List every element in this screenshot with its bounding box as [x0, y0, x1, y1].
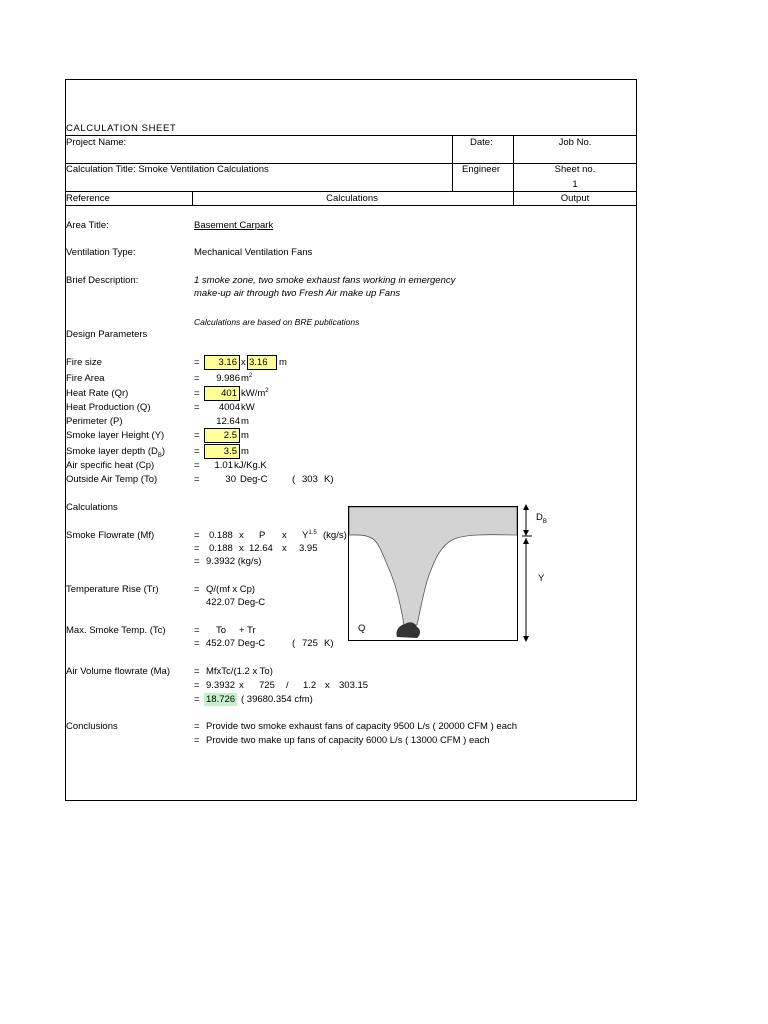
max-temp-plus: + Tr: [239, 625, 256, 636]
max-temp-to: To: [216, 625, 227, 636]
conclusion-line-1: Provide two smoke exhaust fans of capacity 9500 L/s ( 20000 CFM ) each: [206, 721, 518, 732]
outside-temp-kunit: K): [324, 474, 334, 485]
area-title-label: Area Title:: [66, 220, 109, 231]
equals-sign: =: [194, 584, 200, 595]
vol-cfm: ( 39680.354 cfm): [241, 694, 313, 705]
equals-sign: =: [194, 680, 200, 691]
heat-prod-unit: kW: [241, 402, 255, 413]
col-output: Output: [560, 193, 590, 204]
fire-size-b-input[interactable]: 3.16: [247, 355, 277, 370]
equals-sign: =: [194, 474, 200, 485]
outside-temp-value: 30: [225, 474, 236, 485]
smoke-depth-input[interactable]: 3.5: [204, 444, 240, 459]
equals-sign: =: [194, 460, 200, 471]
calc-title: Calculation Title: Smoke Ventilation Calculations: [66, 164, 269, 175]
date-label: Date:: [470, 137, 493, 148]
engineer-label: Engineer: [462, 164, 501, 175]
temp-rise-result: [206, 597, 265, 609]
heat-rate-input[interactable]: 401: [204, 386, 240, 401]
flow-result-value: 9.3932: [206, 556, 236, 567]
vol-mf: 9.3932: [206, 680, 236, 691]
fire-area-sup: 2: [248, 372, 253, 379]
fire-area-label: Fire Area: [66, 373, 105, 384]
air-heat-value: 1.01: [214, 460, 233, 471]
divide-sign: /: [286, 680, 289, 691]
heat-prod-value: 4004: [218, 402, 240, 413]
project-name-label: Project Name:: [66, 137, 127, 148]
vent-type-label: Ventilation Type:: [66, 247, 136, 258]
y-label: Y: [538, 573, 545, 584]
smoke-depth-sub: B: [157, 452, 162, 459]
times-sign: x: [325, 680, 330, 691]
flow-y-symbol: [302, 530, 317, 542]
flow-result: [206, 556, 261, 568]
outside-temp-k: 303: [302, 474, 318, 485]
vol-tc: 725: [259, 680, 275, 691]
fire-size-a-input[interactable]: 3.16: [204, 355, 240, 370]
flow-p-value: 12.64: [249, 543, 273, 554]
smoke-depth-paren: ): [161, 446, 166, 457]
fire-area-unit: [241, 373, 252, 385]
db-label-sub: B: [542, 518, 547, 525]
conclusion-line-2: Provide two make up fans of capacity 6000 L/s ( 13000 CFM ) each: [206, 735, 490, 746]
max-temp-k: 725: [302, 638, 318, 649]
flow-result-unit: (kg/s): [237, 556, 262, 567]
conclusions-label: Conclusions: [66, 721, 118, 732]
equals-sign: =: [194, 373, 200, 384]
max-temp-open: (: [292, 638, 296, 649]
flow-p-symbol: P: [259, 530, 266, 541]
divider: [66, 135, 636, 136]
vol-flow-label: Air Volume flowrate (Ma): [66, 666, 171, 677]
equals-sign: =: [194, 694, 200, 705]
equals-sign: =: [194, 735, 200, 746]
smoke-flow-label: Smoke Flowrate (Mf): [66, 530, 155, 541]
perimeter-unit: m: [241, 416, 249, 427]
calculations-heading: Calculations: [66, 502, 118, 513]
temp-rise-label: Temperature Rise (Tr): [66, 584, 159, 595]
flow-y-exponent: 1.5: [308, 529, 317, 536]
temp-rise-value: 422.07: [206, 597, 236, 608]
times-sign: x: [239, 530, 244, 541]
fire-area-value: 9.986: [216, 373, 240, 384]
db-label-text: D: [536, 512, 543, 523]
flow-y-text: Y: [302, 530, 309, 541]
air-heat-unit: kJ/Kg.K: [234, 460, 267, 471]
smoke-layer-shape: [349, 507, 517, 625]
vent-type-value: Mechanical Ventilation Fans: [194, 247, 313, 258]
fire-size-label: Fire size: [66, 357, 102, 368]
job-no-label: Job No.: [558, 137, 592, 148]
smoke-plume-diagram: [348, 506, 518, 641]
equals-sign: =: [194, 402, 200, 413]
flow-unit: (kg/s): [323, 530, 347, 541]
dimension-arrows: [516, 500, 536, 650]
outside-temp-unit: Deg-C: [240, 474, 268, 485]
vol-factor: 1.2: [303, 680, 317, 691]
vol-formula: MfxTc/(1.2 x To): [206, 666, 273, 677]
smoke-depth-unit: m: [241, 446, 249, 457]
smoke-height-unit: m: [241, 430, 249, 441]
perimeter-label: Perimeter (P): [66, 416, 123, 427]
max-temp-value: 452.07: [206, 638, 236, 649]
outside-temp-label: Outside Air Temp (To): [66, 474, 158, 485]
equals-sign: =: [194, 357, 200, 368]
heat-rate-unit: [241, 388, 269, 400]
brief-line-1: 1 smoke zone, two smoke exhaust fans working in emergency: [194, 275, 456, 286]
equals-sign: =: [194, 388, 200, 399]
sheet-no-value: 1: [572, 179, 578, 190]
times-sign: x: [239, 543, 244, 554]
max-temp-unit: Deg-C: [237, 638, 266, 649]
sheet-no-label: Sheet no.: [554, 164, 596, 175]
smoke-height-input[interactable]: 2.5: [204, 428, 240, 443]
outside-temp-open: (: [292, 474, 296, 485]
col-calculations: Calculations: [326, 193, 378, 204]
divider: [452, 135, 453, 191]
equals-sign: =: [194, 625, 200, 636]
times-sign: x: [241, 357, 246, 368]
flow-coefficient: 0.188: [209, 543, 233, 554]
equals-sign: =: [194, 638, 200, 649]
brief-label: Brief Description:: [66, 275, 139, 286]
q-label: Q: [358, 623, 366, 634]
divider: [66, 191, 636, 192]
equals-sign: =: [194, 556, 200, 567]
plume-illustration: [349, 507, 517, 640]
divider: [66, 205, 636, 206]
max-temp-kunit: K): [324, 638, 334, 649]
smoke-height-label: Smoke layer Height (Y): [66, 430, 165, 441]
brief-line-2: make-up air through two Fresh Air make up Fans: [194, 288, 401, 299]
max-temp-result: [206, 638, 265, 650]
heat-rate-sup: 2: [265, 387, 269, 394]
equals-sign: =: [194, 666, 200, 677]
fire-area-unit-text: m: [241, 373, 249, 384]
db-label: [536, 512, 547, 524]
heat-rate-unit-text: kW/m: [241, 388, 266, 399]
equals-sign: =: [194, 430, 200, 441]
equals-sign: =: [194, 543, 200, 554]
temp-rise-unit: Deg-C: [237, 597, 266, 608]
equals-sign: =: [194, 446, 200, 457]
perimeter-value: 12.64: [216, 416, 240, 427]
flow-coefficient: 0.188: [209, 530, 233, 541]
max-temp-label: Max. Smoke Temp. (Tc): [66, 625, 166, 636]
sheet-title: CALCULATION SHEET: [66, 123, 177, 134]
equals-sign: =: [194, 530, 200, 541]
times-sign: x: [239, 680, 244, 691]
air-heat-label: Air specific heat (Cp): [66, 460, 155, 471]
fire-size-unit: m: [279, 357, 287, 368]
col-reference: Reference: [66, 193, 110, 204]
design-heading: Design Parameters: [66, 329, 148, 340]
bre-note: Calculations are based on BRE publications: [194, 317, 360, 327]
vol-to: 303.15: [339, 680, 369, 691]
times-sign: x: [282, 530, 287, 541]
heat-prod-label: Heat Production (Q): [66, 402, 151, 413]
equals-sign: =: [194, 721, 200, 732]
smoke-depth-label: [66, 446, 165, 458]
temp-rise-formula: Q/(mf x Cp): [206, 584, 256, 595]
heat-rate-label: Heat Rate (Qr): [66, 388, 129, 399]
flow-y-value: 3.95: [299, 543, 318, 554]
area-title-value: Basement Carpark: [194, 220, 274, 231]
times-sign: x: [282, 543, 287, 554]
vol-result: 18.726: [206, 694, 236, 705]
smoke-depth-label-text: Smoke layer depth (D: [66, 446, 158, 457]
